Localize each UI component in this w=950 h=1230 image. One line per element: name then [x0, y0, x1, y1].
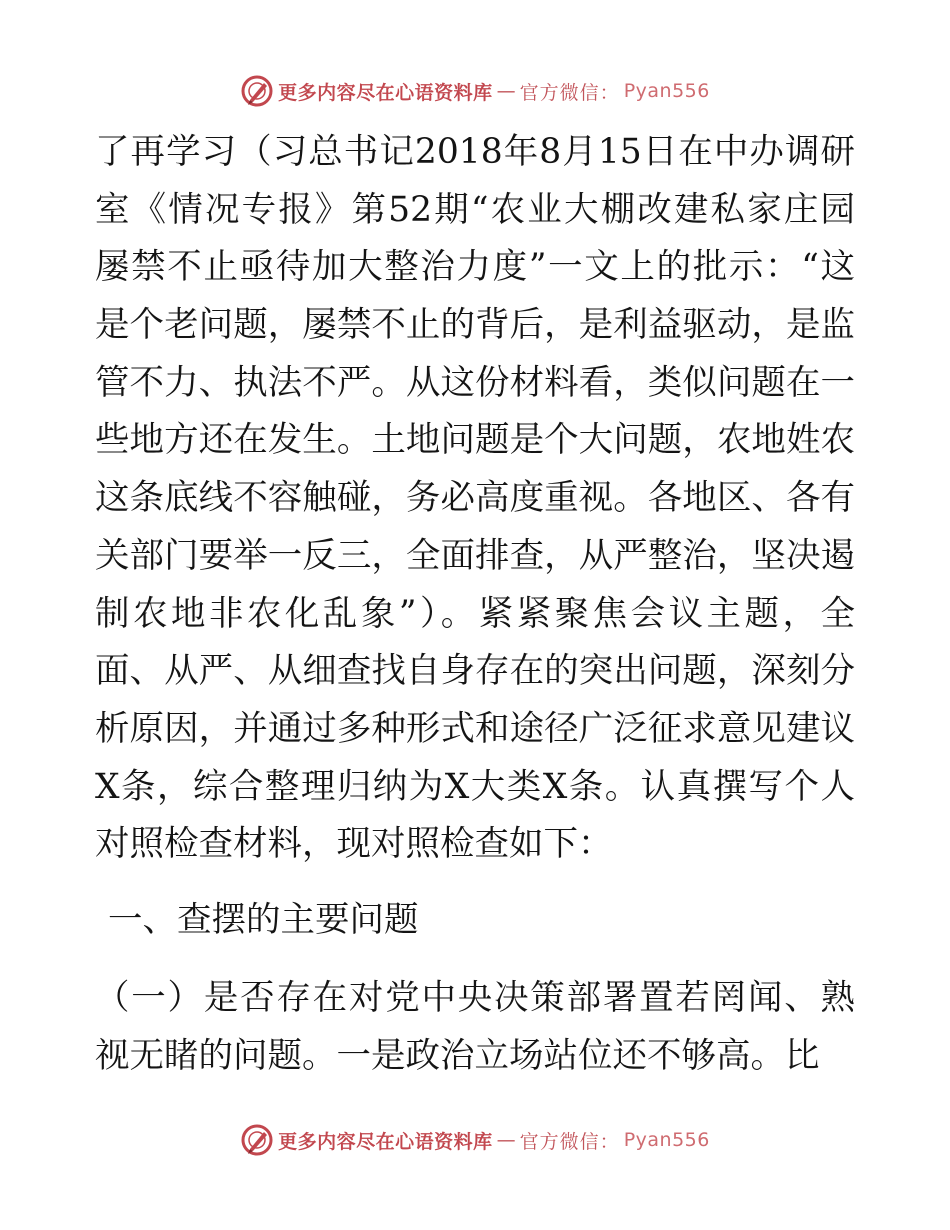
body-line: 关部门要举一反三，全面排查，从严整治，坚决遏: [95, 535, 855, 576]
body-line: 这条底线不容触碰，务必高度重视。各地区、各有: [95, 478, 855, 519]
body-line: 制农地非农化乱象”）。紧紧聚焦会议主题，全: [95, 593, 855, 634]
footer-watermark: [0, 1120, 950, 1160]
body-line: 室《情况专报》第52期“农业大棚改建私家庄园: [95, 189, 855, 230]
body-line: 析原因，并通过多种形式和途径广泛征求意见建议: [95, 708, 855, 749]
body-line: 是个老问题，屡禁不止的背后，是利益驱动，是监: [95, 305, 855, 346]
watermark-dash: —: [496, 1129, 516, 1151]
header-watermark: [0, 71, 950, 111]
watermark-label: 官方微信：: [519, 81, 620, 104]
body-line: 管不力、执法不严。从这份材料看，类似问题在一: [95, 362, 855, 403]
section-heading: 一、查摆的主要问题: [108, 900, 419, 940]
document-body: [95, 124, 855, 874]
body-line: X条，综合整理归纳为X大类X条。认真撰写个人: [95, 766, 855, 807]
body-line: 屡禁不止亟待加大整治力度”一文上的批示：“这: [95, 247, 855, 288]
subsection-line: 视无睹的问题。一是政治立场站位还不够高。比: [95, 1035, 820, 1076]
body-line: 面、从严、从细查找自身存在的突出问题，深刻分: [95, 651, 855, 692]
watermark-label: 官方微信：: [519, 1130, 620, 1153]
subsection-paragraph: [95, 970, 855, 1085]
watermark-brand: 更多内容尽在心语资料库: [278, 81, 493, 104]
subsection-line: （一）是否存在对党中央决策部署置若罔闻、熟: [95, 978, 855, 1018]
watermark-brand: 更多内容尽在心语资料库: [278, 1130, 493, 1153]
watermark-dash: —: [496, 80, 516, 102]
pen-circle-logo-icon: [240, 1123, 274, 1157]
body-line: 了再学习（习总书记2018年8月15日在中办调研: [95, 132, 855, 172]
pen-circle-logo-icon: [240, 74, 274, 108]
watermark-wechat-id: Pyan556: [623, 80, 710, 102]
body-line: 些地方还在发生。土地问题是个大问题，农地姓农: [95, 420, 855, 461]
watermark-wechat-id: Pyan556: [623, 1129, 710, 1151]
body-line: 对照检查材料，现对照检查如下：: [95, 824, 613, 865]
